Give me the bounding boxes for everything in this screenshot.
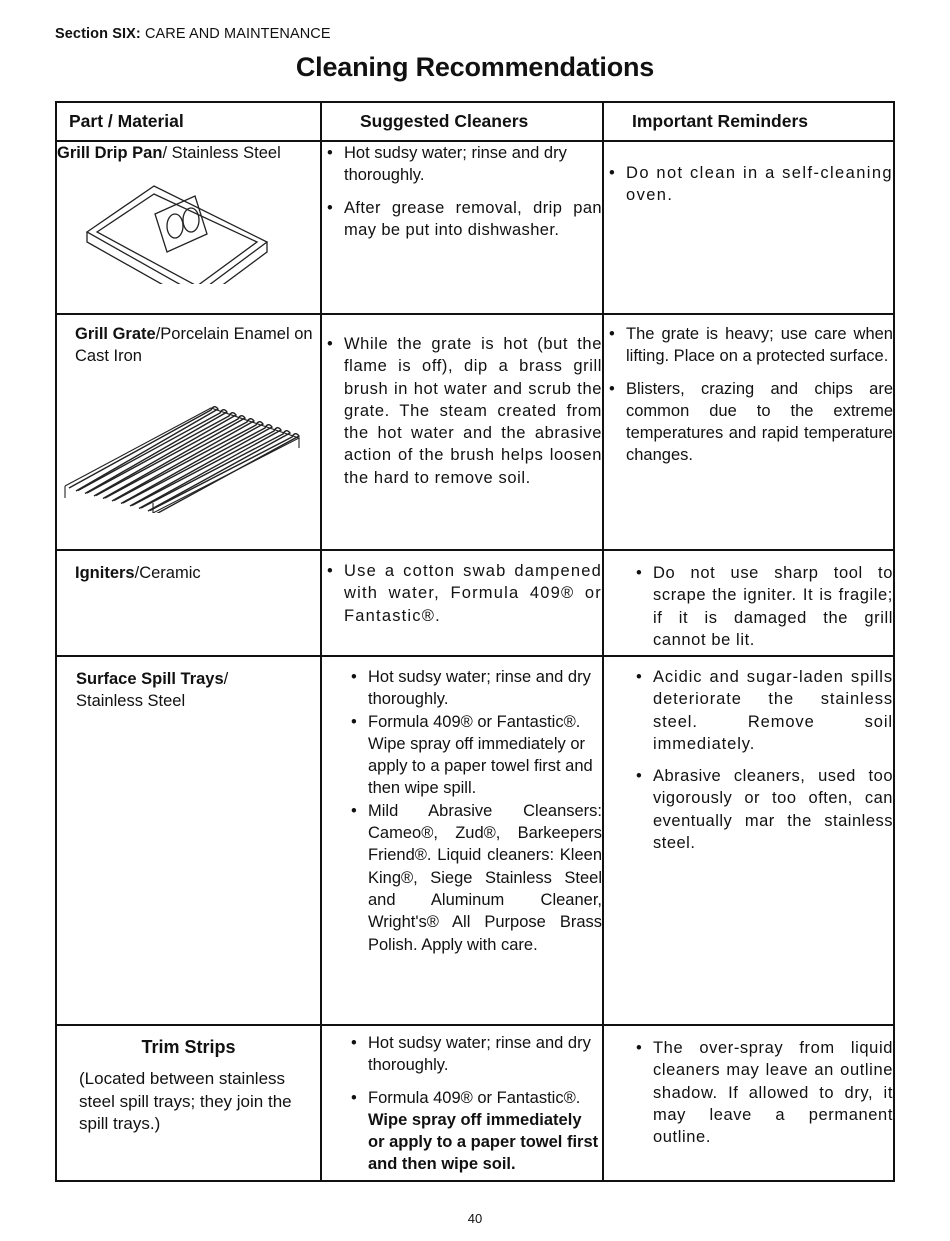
list-item: • Use a cotton swab dampened with water, Formula 409® or Fantastic®. xyxy=(322,560,602,627)
list-item: • Hot sudsy water; rinse and dry thoroughly. xyxy=(346,1032,602,1077)
part-cell xyxy=(56,550,321,656)
list-item: • Hot sudsy water; rinse and dry thoroughly. xyxy=(322,142,602,187)
list-item: • Do not use sharp tool to scrape the igniter. It is fragile; if it is damaged the grill cannot be lit. xyxy=(631,562,893,651)
list-item: • Hot sudsy water; rinse and dry thoroughly. xyxy=(346,666,602,711)
table-row xyxy=(56,550,894,656)
page-title: Cleaning Recommendations xyxy=(295,52,655,82)
list-item: • After grease removal, drip pan may be put into dishwasher. xyxy=(322,197,602,242)
table-row xyxy=(56,314,894,550)
cleaners-cell xyxy=(321,550,603,656)
list-item: • Blisters, crazing and chips are common due to the extreme temperatures and rapid temperature changes. xyxy=(604,378,893,467)
part-name: Igniters xyxy=(75,564,135,582)
header-part-material: Part / Material xyxy=(56,102,321,141)
table-header-row xyxy=(56,102,894,141)
table-row xyxy=(56,141,894,314)
header-suggested-cleaners: Suggested Cleaners xyxy=(321,102,603,141)
part-name: Surface Spill Trays xyxy=(76,670,224,688)
list-item: • Abrasive cleaners, used too vigorously or too often, can eventually mar the stainless steel. xyxy=(631,765,893,854)
cleaners-cell xyxy=(321,141,603,314)
list-item: • Do not clean in a self-cleaning oven. xyxy=(604,162,893,207)
table-row xyxy=(56,1025,894,1181)
reminders-cell xyxy=(603,141,894,314)
part-note: (Located between stainless steel spill trays; they join the spill trays.) xyxy=(79,1069,292,1134)
drip-pan-illustration xyxy=(57,164,297,284)
list-item: • The over-spray from liquid cleaners may leave an outline shadow. If allowed to dry, it may leave a permanent outline. xyxy=(631,1037,893,1148)
list-item: • Acidic and sugar-laden spills deteriorate the stainless steel. Remove soil immediately. xyxy=(631,666,893,755)
cleaner-bold-note: Wipe spray off immediately or apply to a paper towel first and then wipe soil. xyxy=(368,1110,599,1174)
list-item: • Mild Abrasive Cleansers: Cameo®, Zud®, Barkeepers Friend®. Liquid cleaners: Kleen King®, Siege Stainless Steel and Aluminum Cleaner, Wright's® All Purpose Brass Polish. Apply with care. xyxy=(346,800,602,956)
reminders-cell xyxy=(603,550,894,656)
header-important-reminders: Important Reminders xyxy=(603,102,894,141)
table-row xyxy=(56,656,894,1025)
reminders-cell xyxy=(603,314,894,550)
cleaners-cell xyxy=(321,656,603,1025)
reminders-cell xyxy=(603,1025,894,1181)
cleaners-cell xyxy=(321,1025,603,1181)
page-number: 40 xyxy=(467,1211,483,1226)
part-material-line2: Stainless Steel xyxy=(76,692,186,711)
list-item: • While the grate is hot (but the flame is off), dip a brass grill brush in hot water and scrub the grate. The steam created from the hot water and the abrasive action of the brush helps loosen the hard to remove soil. xyxy=(322,333,602,489)
cleaner-lead: Formula 409® or Fantastic®. xyxy=(368,1088,581,1107)
part-cell xyxy=(56,141,321,314)
cleaning-table xyxy=(55,101,895,1182)
list-item: • The grate is heavy; use care when lifting. Place on a protected surface. xyxy=(604,323,893,368)
part-cell xyxy=(56,656,321,1025)
part-cell xyxy=(56,1025,321,1181)
section-label: Section SIX: xyxy=(55,26,141,42)
part-name: Grill Grate xyxy=(75,325,156,343)
list-item xyxy=(346,1087,602,1176)
list-item: • Formula 409® or Fantastic®. Wipe spray off immediately or apply to a paper towel first and then wipe spill. xyxy=(346,711,602,800)
cleaners-cell xyxy=(321,314,603,550)
part-name: Grill Drip Pan xyxy=(57,144,163,162)
part-cell xyxy=(56,314,321,550)
part-material: /Ceramic xyxy=(134,564,201,582)
part-material: / xyxy=(223,670,229,688)
part-name: Trim Strips xyxy=(141,1037,236,1057)
part-material: / Stainless Steel xyxy=(162,144,281,162)
grill-grate-illustration xyxy=(61,368,306,513)
part-material: /Porcelain Enamel on Cast Iron xyxy=(75,325,313,366)
section-name: CARE AND MAINTENANCE xyxy=(144,26,331,42)
section-heading xyxy=(55,26,331,42)
reminders-cell xyxy=(603,656,894,1025)
